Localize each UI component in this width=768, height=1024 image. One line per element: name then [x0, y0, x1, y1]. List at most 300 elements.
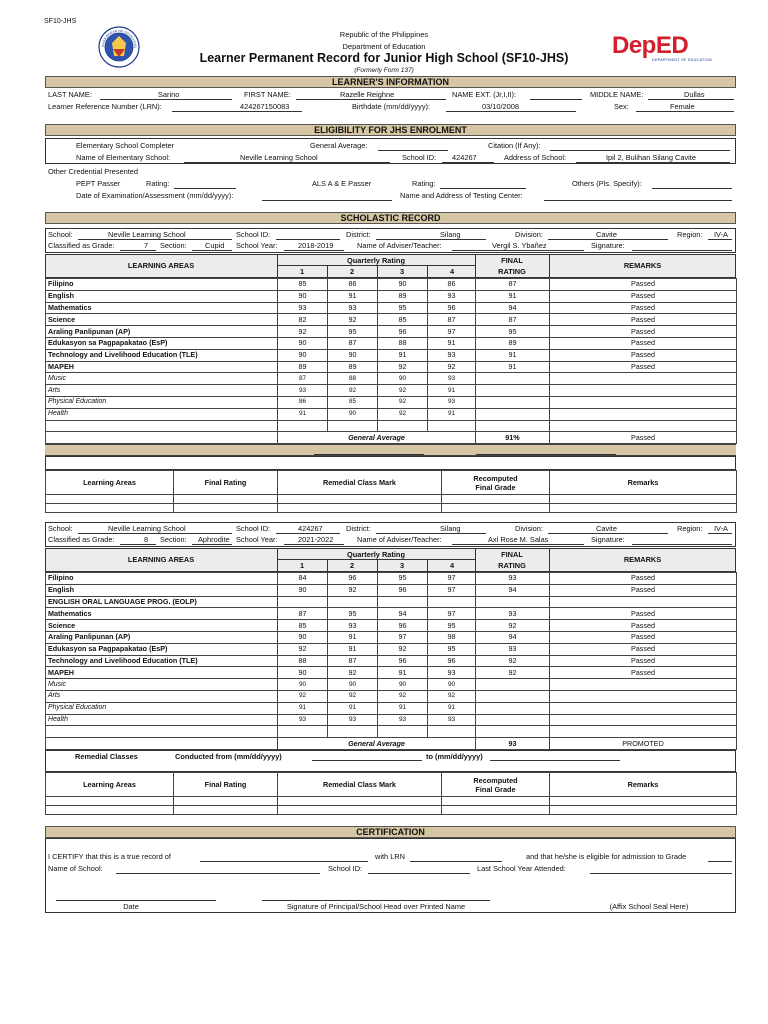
- final-rating-cell: 95: [476, 326, 550, 338]
- quarter-1-header: 1: [299, 267, 305, 276]
- quarter-4-grade: 96: [428, 302, 476, 314]
- learning-area-name: ENGLISH ORAL LANGUAGE PROG. (EOLP): [46, 596, 278, 608]
- quarter-1-grade: 82: [278, 314, 328, 326]
- learning-area-name: Arts: [46, 385, 278, 397]
- learning-area-name: Edukasyon sa Pagpapakatao (EsP): [46, 337, 278, 349]
- adviser-value: Axl Rose M. Salas: [488, 535, 549, 544]
- quarter-2-grade: 91: [328, 702, 378, 714]
- quarter-2-grade: 91: [328, 631, 378, 643]
- certify-text: I CERTIFY that this is a true record of: [48, 852, 171, 861]
- school-value: Neville Learning School: [108, 524, 186, 533]
- remarks-cell: [550, 420, 737, 432]
- table-row: [46, 726, 737, 738]
- adviser-label: Name of Adviser/Teacher:: [357, 241, 442, 250]
- quarter-2-header: 2: [349, 561, 355, 570]
- completer-label: Elementary School Completer: [76, 141, 175, 150]
- quarter-3-grade: 92: [378, 643, 428, 655]
- final-rating-cell: [476, 373, 550, 385]
- table-row: [46, 679, 737, 691]
- learning-area-name: Mathematics: [46, 608, 278, 620]
- pept-label: PEPT Passer: [76, 179, 121, 188]
- general-average-value: 93: [476, 738, 550, 750]
- quarter-4-grade: 93: [428, 667, 476, 679]
- sex-value: Female: [670, 102, 695, 111]
- learning-area-name: Edukasyon sa Pagpapakatao (EsP): [46, 643, 278, 655]
- testing-center-label: Name and Address of Testing Center:: [400, 191, 523, 200]
- quarter-1-grade: 85: [278, 620, 328, 632]
- department-label: Department of Education: [342, 42, 426, 51]
- table-row: [46, 797, 737, 806]
- learning-area-name: Music: [46, 373, 278, 385]
- former-form-label: (Formerly Form 137): [354, 67, 414, 74]
- rem-remarks-header: Remarks: [550, 773, 737, 797]
- remarks-cell: [550, 679, 737, 691]
- school-seal-label: (Affix School Seal Here): [609, 902, 689, 911]
- table-row: [46, 702, 737, 714]
- quarter-3-grade: 92: [378, 408, 428, 420]
- final-rating-cell: 93: [476, 573, 550, 585]
- learning-areas-header: LEARNING AREAS: [127, 555, 195, 564]
- quarter-4-grade: 91: [428, 385, 476, 397]
- quarter-2-grade: 87: [328, 337, 378, 349]
- table-row: [46, 584, 737, 596]
- learning-areas-header: LEARNING AREAS: [127, 261, 195, 270]
- grades-table: [45, 572, 737, 750]
- final-rating-cell: [476, 679, 550, 691]
- remarks-cell: Passed: [550, 643, 737, 655]
- learning-area-name: Arts: [46, 690, 278, 702]
- quarter-1-grade: 90: [278, 337, 328, 349]
- quarter-2-grade: 86: [328, 279, 378, 291]
- quarter-1-grade: 87: [278, 373, 328, 385]
- quarter-4-grade: 93: [428, 290, 476, 302]
- quarter-4-grade: 93: [428, 373, 476, 385]
- school-label: School:: [48, 524, 73, 533]
- table-row: [46, 385, 737, 397]
- quarter-1-grade: [278, 420, 328, 432]
- quarter-2-grade: 93: [328, 714, 378, 726]
- classified-grade-label: Classified as Grade:: [48, 241, 115, 250]
- remarks-cell: [550, 726, 737, 738]
- final-rating-cell: 94: [476, 631, 550, 643]
- table-row: [46, 596, 737, 608]
- quarter-4-grade: 95: [428, 620, 476, 632]
- final-rating-cell: 92: [476, 620, 550, 632]
- elem-school-id-label: School ID:: [402, 153, 437, 162]
- remarks-cell: [550, 396, 737, 408]
- table-row: [46, 495, 737, 504]
- remarks-cell: Passed: [550, 349, 737, 361]
- remarks-cell: [550, 690, 737, 702]
- final-rating-cell: 92: [476, 667, 550, 679]
- final-rating-header-2: RATING: [498, 561, 526, 570]
- quarter-2-grade: 87: [328, 655, 378, 667]
- quarter-4-grade: 91: [428, 408, 476, 420]
- learning-area-name: Physical Education: [46, 702, 278, 714]
- deped-logo-subtext: DEPARTMENT OF EDUCATION: [652, 58, 712, 62]
- table-row: [46, 326, 737, 338]
- grades-table: [45, 278, 737, 444]
- learning-area-name: Physical Education: [46, 396, 278, 408]
- quarter-4-grade: 92: [428, 690, 476, 702]
- quarter-4-grade: 97: [428, 584, 476, 596]
- quarter-4-grade: 93: [428, 714, 476, 726]
- learning-area-name: [46, 726, 278, 738]
- general-average-label: General Average:: [310, 141, 368, 150]
- quarter-4-header: 4: [449, 267, 455, 276]
- section-value: Cupid: [205, 241, 225, 250]
- division-value: Cavite: [596, 230, 617, 239]
- rem-recomputed-line-2: Final Grade: [475, 482, 516, 492]
- adviser-value: Vergil S. Ybañez: [492, 241, 547, 250]
- remarks-cell: Passed: [550, 326, 737, 338]
- name-ext-label: NAME EXT. (Jr,I,II):: [452, 90, 517, 99]
- general-average-row: [46, 432, 737, 444]
- quarter-4-grade: 96: [428, 655, 476, 667]
- learning-area-name: MAPEH: [46, 667, 278, 679]
- first-name-label: FIRST NAME:: [244, 90, 291, 99]
- remarks-cell: [550, 373, 737, 385]
- quarter-1-grade: 90: [278, 584, 328, 596]
- birthdate-value: 03/10/2008: [482, 102, 519, 111]
- learning-area-name: Health: [46, 408, 278, 420]
- date-label: Date: [123, 902, 139, 911]
- rem-recomputed-header: [442, 773, 550, 797]
- learning-area-name: [46, 420, 278, 432]
- lrn-value: 424267150083: [240, 102, 290, 111]
- district-label: District:: [346, 524, 371, 533]
- quarter-3-grade: [378, 596, 428, 608]
- quarter-3-grade: 92: [378, 396, 428, 408]
- region-value: IV-A: [714, 230, 728, 239]
- final-rating-cell: [476, 726, 550, 738]
- quarter-3-grade: 85: [378, 314, 428, 326]
- remarks-cell: Passed: [550, 279, 737, 291]
- quarter-3-header: 3: [399, 561, 405, 570]
- remarks-cell: Passed: [550, 361, 737, 373]
- form-code: SF10-JHS: [44, 18, 77, 25]
- deped-logo-text: DepED: [612, 32, 689, 59]
- other-credential-label: Other Credential Presented: [48, 167, 138, 176]
- remedial-table: [45, 470, 737, 513]
- remarks-cell: Passed: [550, 655, 737, 667]
- birthdate-label: Birthdate (mm/dd/yyyy):: [352, 102, 431, 111]
- quarter-3-grade: 97: [378, 631, 428, 643]
- quarterly-rating-header: Quarterly Rating: [347, 256, 405, 265]
- general-average-value: 91%: [476, 432, 550, 444]
- quarter-4-grade: [428, 596, 476, 608]
- remarks-cell: [550, 714, 737, 726]
- rem-final-rating-header: Final Rating: [174, 773, 278, 797]
- quarter-3-grade: 90: [378, 373, 428, 385]
- to-date-label: to (mm/dd/yyyy): [426, 752, 483, 761]
- quarter-3-grade: 96: [378, 326, 428, 338]
- quarter-1-grade: 87: [278, 608, 328, 620]
- quarter-3-grade: 92: [378, 690, 428, 702]
- quarterly-rating-header: Quarterly Rating: [347, 550, 405, 559]
- deped-logo: [612, 34, 716, 64]
- final-rating-cell: 89: [476, 337, 550, 349]
- school-id-label: School ID:: [236, 230, 271, 239]
- table-row: [46, 420, 737, 432]
- quarter-4-grade: 91: [428, 702, 476, 714]
- final-rating-cell: 94: [476, 302, 550, 314]
- rem-recomputed-line-2: Final Grade: [475, 784, 516, 794]
- quarter-1-grade: 84: [278, 573, 328, 585]
- quarter-1-grade: 93: [278, 714, 328, 726]
- remarks-cell: Passed: [550, 337, 737, 349]
- cert-school-id-label: School ID:: [328, 864, 363, 873]
- quarter-3-grade: [378, 420, 428, 432]
- middle-name-label: MIDDLE NAME:: [590, 90, 644, 99]
- quarter-4-grade: 87: [428, 314, 476, 326]
- district-label: District:: [346, 230, 371, 239]
- quarter-3-grade: 96: [378, 620, 428, 632]
- remarks-cell: Passed: [550, 290, 737, 302]
- with-lrn-label: with LRN: [375, 852, 405, 861]
- quarter-1-grade: 92: [278, 690, 328, 702]
- final-rating-header: FINAL: [501, 256, 523, 265]
- cert-school-label: Name of School:: [48, 864, 103, 873]
- quarter-4-grade: 97: [428, 326, 476, 338]
- quarter-3-grade: 90: [378, 679, 428, 691]
- seal-text: KAGAWARAN NG EDUKASYO: [100, 28, 138, 48]
- table-row: [46, 302, 737, 314]
- table-row: [46, 690, 737, 702]
- quarter-4-grade: 97: [428, 573, 476, 585]
- quarter-2-grade: 93: [328, 620, 378, 632]
- section-value: Aphrodite: [198, 535, 230, 544]
- final-rating-cell: 91: [476, 361, 550, 373]
- division-label: Division:: [515, 230, 543, 239]
- quarter-2-grade: 90: [328, 349, 378, 361]
- quarter-2-grade: 91: [328, 643, 378, 655]
- quarter-3-header: 3: [399, 267, 405, 276]
- final-rating-cell: [476, 420, 550, 432]
- final-rating-cell: 93: [476, 608, 550, 620]
- learning-area-name: Technology and Livelihood Education (TLE): [46, 655, 278, 667]
- sex-label: Sex:: [614, 102, 629, 111]
- elem-school-label: Name of Elementary School:: [76, 153, 171, 162]
- final-rating-cell: [476, 702, 550, 714]
- als-rating-label: Rating:: [412, 179, 436, 188]
- rem-learning-areas-header: Learning Areas: [46, 471, 174, 495]
- quarter-4-grade: 98: [428, 631, 476, 643]
- final-rating-cell: 92: [476, 655, 550, 667]
- quarter-3-grade: 89: [378, 290, 428, 302]
- division-label: Division:: [515, 524, 543, 533]
- learning-area-name: Health: [46, 714, 278, 726]
- division-value: Cavite: [596, 524, 617, 533]
- quarter-3-grade: 92: [378, 361, 428, 373]
- remedial-classes-label: Remedial Classes: [75, 752, 138, 761]
- quarter-3-grade: 95: [378, 573, 428, 585]
- quarter-3-grade: 94: [378, 608, 428, 620]
- quarter-1-grade: [278, 596, 328, 608]
- table-row: [46, 408, 737, 420]
- learning-area-name: Filipino: [46, 279, 278, 291]
- address-label: Address of School:: [504, 153, 567, 162]
- quarter-4-grade: 91: [428, 337, 476, 349]
- remarks-cell: [550, 385, 737, 397]
- quarter-4-header: 4: [449, 561, 455, 570]
- quarter-1-header: 1: [299, 561, 305, 570]
- signature-label: Signature:: [591, 535, 625, 544]
- address-value: Ipil 2, Bulihan Silang Cavite: [606, 153, 696, 162]
- last-name-value: Sarino: [158, 90, 180, 99]
- rem-class-mark-header: Remedial Class Mark: [278, 773, 442, 797]
- learning-area-name: Technology and Livelihood Education (TLE): [46, 349, 278, 361]
- quarter-4-grade: 86: [428, 279, 476, 291]
- school-value: Neville Learning School: [108, 230, 186, 239]
- grade-value: 8: [144, 535, 149, 544]
- table-row: [46, 373, 737, 385]
- quarter-2-grade: 92: [328, 385, 378, 397]
- remarks-cell: Passed: [550, 631, 737, 643]
- quarter-4-grade: 93: [428, 396, 476, 408]
- final-rating-header-2: RATING: [498, 267, 526, 276]
- learning-area-name: Araling Panlipunan (AP): [46, 326, 278, 338]
- quarter-2-grade: 90: [328, 679, 378, 691]
- quarter-4-grade: 90: [428, 679, 476, 691]
- quarter-1-grade: 92: [278, 643, 328, 655]
- region-value: IV-A: [714, 524, 728, 533]
- table-row: [46, 504, 737, 513]
- final-rating-cell: 91: [476, 290, 550, 302]
- final-rating-cell: 94: [476, 584, 550, 596]
- last-name-label: LAST NAME:: [48, 90, 92, 99]
- remarks-cell: [550, 408, 737, 420]
- quarter-1-grade: 91: [278, 702, 328, 714]
- others-label: Others (Pls. Specify):: [572, 179, 642, 188]
- table-row: [46, 806, 737, 815]
- school-id-value: 424267: [298, 524, 323, 533]
- table-row: [46, 643, 737, 655]
- final-rating-cell: 91: [476, 349, 550, 361]
- quarter-3-grade: 93: [378, 714, 428, 726]
- quarter-2-grade: [328, 726, 378, 738]
- quarter-2-grade: 92: [328, 690, 378, 702]
- first-name-value: Razelle Reighne: [340, 90, 395, 99]
- form-title: Learner Permanent Record for Junior High School (SF10-JHS): [199, 51, 569, 65]
- quarter-2-grade: 96: [328, 573, 378, 585]
- quarter-2-grade: 85: [328, 396, 378, 408]
- quarter-4-grade: [428, 726, 476, 738]
- remarks-cell: Passed: [550, 573, 737, 585]
- remarks-cell: Passed: [550, 314, 737, 326]
- last-sy-label: Last School Year Attended:: [477, 864, 566, 873]
- quarter-3-grade: 91: [378, 667, 428, 679]
- citation-label: Citation (If Any):: [488, 141, 541, 150]
- quarter-1-grade: 90: [278, 631, 328, 643]
- quarter-1-grade: 90: [278, 679, 328, 691]
- quarter-2-grade: 92: [328, 314, 378, 326]
- quarter-2-header: 2: [349, 267, 355, 276]
- quarter-3-grade: 92: [378, 385, 428, 397]
- elem-school-value: Neville Learning School: [240, 153, 318, 162]
- learning-area-name: Mathematics: [46, 302, 278, 314]
- table-row: [46, 279, 737, 291]
- signature-label: Signature:: [591, 241, 625, 250]
- table-row: [46, 361, 737, 373]
- quarter-1-grade: 90: [278, 349, 328, 361]
- learning-area-name: Filipino: [46, 573, 278, 585]
- grade-value: 7: [144, 241, 149, 250]
- final-rating-cell: [476, 714, 550, 726]
- rem-final-rating-header: Final Rating: [174, 471, 278, 495]
- quarter-4-grade: [428, 420, 476, 432]
- quarter-3-grade: 88: [378, 337, 428, 349]
- remarks-cell: [550, 596, 737, 608]
- quarter-4-grade: 95: [428, 643, 476, 655]
- quarter-2-grade: [328, 596, 378, 608]
- remarks-cell: Passed: [550, 667, 737, 679]
- section-label: Section:: [160, 241, 187, 250]
- quarter-1-grade: 92: [278, 326, 328, 338]
- quarter-2-grade: 93: [328, 302, 378, 314]
- school-year-value: 2018-2019: [298, 241, 334, 250]
- quarter-3-grade: 91: [378, 702, 428, 714]
- final-rating-cell: [476, 385, 550, 397]
- table-row: [46, 631, 737, 643]
- table-row: [46, 608, 737, 620]
- quarter-2-grade: 90: [328, 408, 378, 420]
- table-row: [46, 314, 737, 326]
- quarter-4-grade: 97: [428, 608, 476, 620]
- table-row: [46, 655, 737, 667]
- learning-area-name: Music: [46, 679, 278, 691]
- remarks-cell: Passed: [550, 608, 737, 620]
- rem-recomputed-line-1: Recomputed: [473, 775, 518, 785]
- quarter-1-grade: [278, 726, 328, 738]
- region-label: Region:: [677, 524, 703, 533]
- quarter-2-grade: 92: [328, 584, 378, 596]
- lrn-label: Learner Reference Number (LRN):: [48, 102, 162, 111]
- general-average-label: General Average: [278, 738, 476, 750]
- remarks-header: REMARKS: [623, 555, 662, 564]
- rem-recomputed-header: [442, 471, 550, 495]
- quarter-2-grade: 95: [328, 326, 378, 338]
- quarter-4-grade: 92: [428, 361, 476, 373]
- remedial-table: [45, 772, 737, 815]
- table-row: [46, 396, 737, 408]
- final-rating-header: FINAL: [501, 550, 523, 559]
- learning-area-name: Science: [46, 620, 278, 632]
- general-remarks-value: Passed: [550, 432, 737, 444]
- school-year-label: School Year:: [236, 241, 278, 250]
- final-rating-cell: 87: [476, 279, 550, 291]
- quarter-3-grade: [378, 726, 428, 738]
- final-rating-cell: 87: [476, 314, 550, 326]
- adviser-label: Name of Adviser/Teacher:: [357, 535, 442, 544]
- learning-area-name: Science: [46, 314, 278, 326]
- rem-recomputed-line-1: Recomputed: [473, 473, 518, 483]
- learning-area-name: English: [46, 290, 278, 302]
- quarter-1-grade: 93: [278, 385, 328, 397]
- remarks-header: REMARKS: [623, 261, 662, 270]
- rem-learning-areas-header: Learning Areas: [46, 773, 174, 797]
- final-rating-cell: [476, 690, 550, 702]
- table-row: [46, 349, 737, 361]
- district-value: Silang: [440, 524, 461, 533]
- rem-class-mark-header: Remedial Class Mark: [278, 471, 442, 495]
- final-rating-cell: [476, 396, 550, 408]
- table-row: [46, 290, 737, 302]
- eligibility-bar: ELIGIBILITY FOR JHS ENROLMENT: [45, 124, 736, 136]
- quarter-2-grade: 91: [328, 290, 378, 302]
- middle-name-value: Dullas: [684, 90, 705, 99]
- quarter-3-grade: 91: [378, 349, 428, 361]
